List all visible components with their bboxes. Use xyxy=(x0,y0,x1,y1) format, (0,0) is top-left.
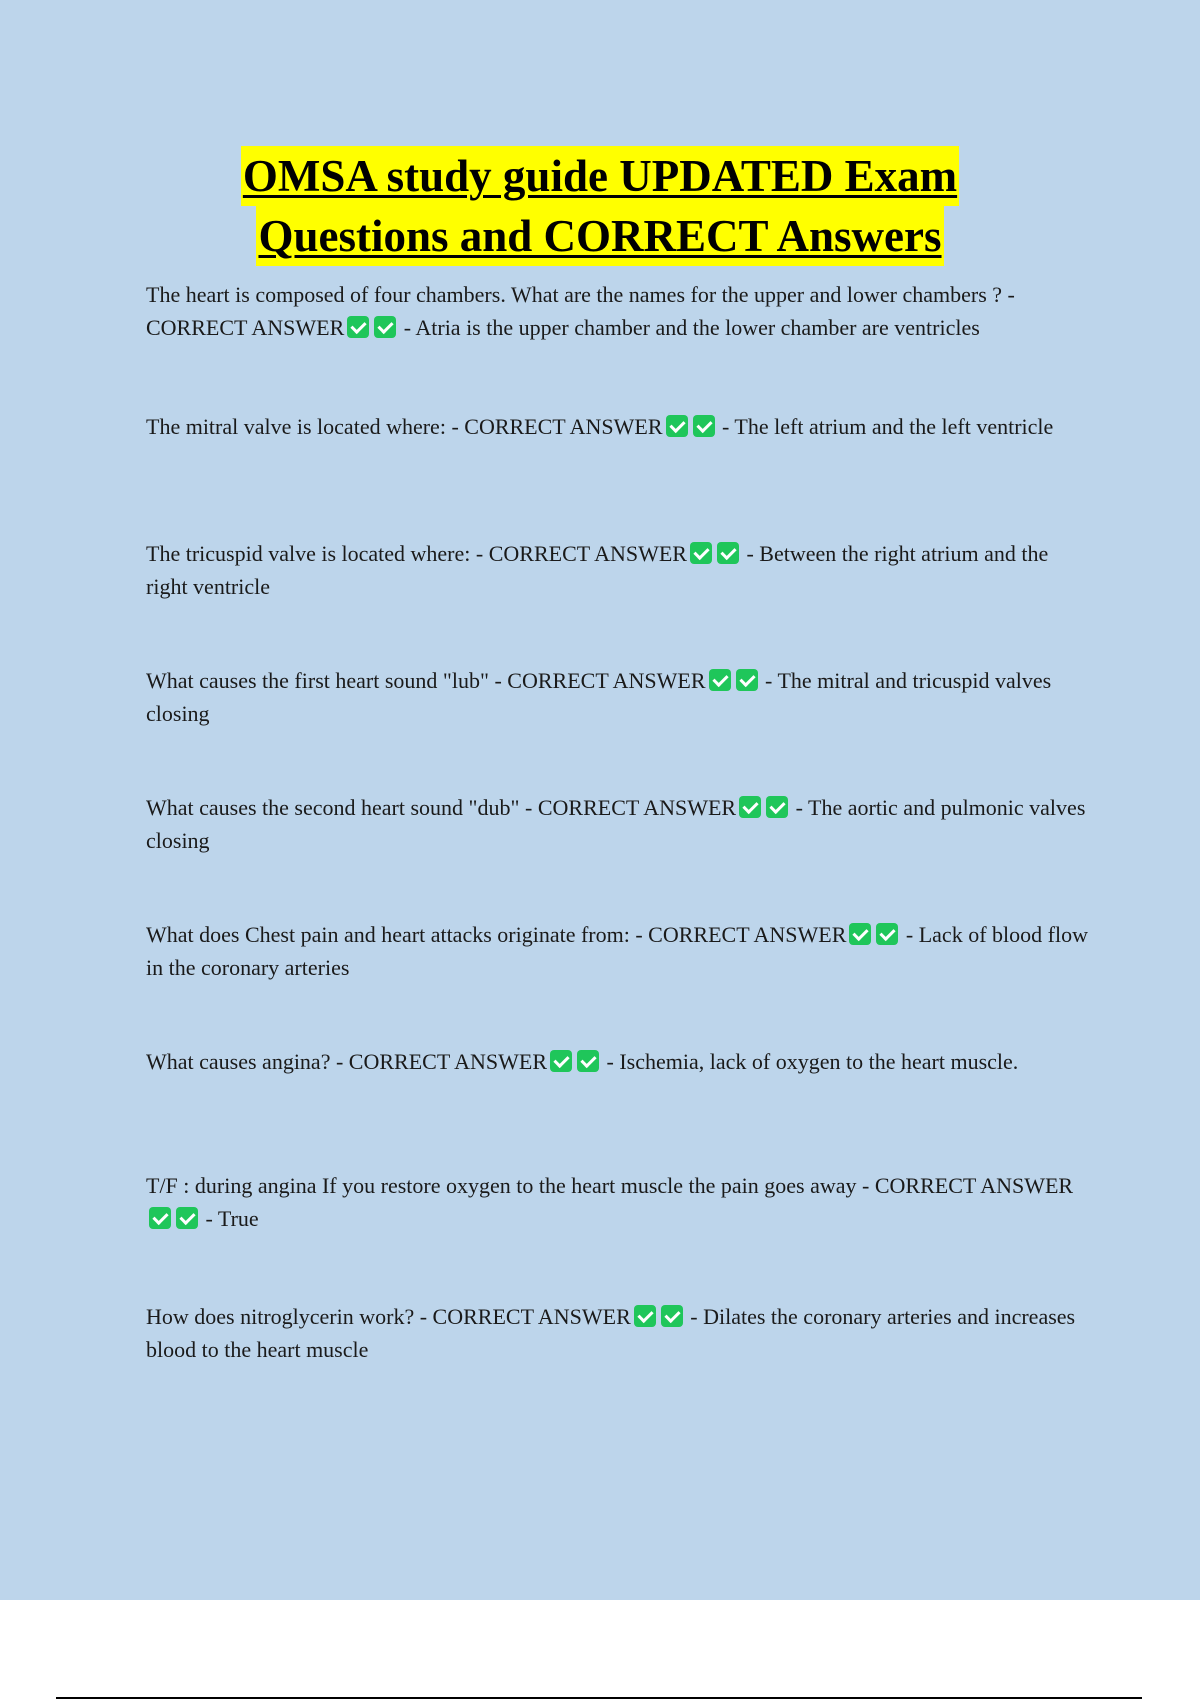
check-mark-icon xyxy=(876,923,898,945)
check-mark-icon xyxy=(176,1207,198,1229)
check-mark-icon xyxy=(634,1305,656,1327)
answer-text: - The mitral and tricuspid valves closing xyxy=(146,668,1052,726)
qa-item-5 xyxy=(146,791,1091,857)
check-mark-icon xyxy=(766,796,788,818)
check-mark-icon xyxy=(739,796,761,818)
answer-marker: - CORRECT ANSWER xyxy=(525,795,737,820)
footer-divider xyxy=(56,1697,1142,1699)
question-text: What does Chest pain and heart attacks originate from: xyxy=(146,922,630,947)
check-mark-icon xyxy=(347,316,369,338)
answer-marker: - CORRECT ANSWER xyxy=(451,414,663,439)
check-mark-icon xyxy=(149,1207,171,1229)
title-line-1: OMSA study guide UPDATED Exam xyxy=(241,146,959,206)
answer-text: - Atria is the upper chamber and the lower chamber are ventricles xyxy=(403,315,980,340)
check-mark-icon xyxy=(709,669,731,691)
answer-text: - Dilates the coronary arteries and increases blood to the heart muscle xyxy=(146,1304,1076,1362)
question-text: What causes the first heart sound "lub" xyxy=(146,668,489,693)
answer-marker: - CORRECT ANSWER xyxy=(419,1304,631,1329)
qa-item-8 xyxy=(146,1169,1091,1235)
answer-text: - Lack of blood flow in the coronary arteries xyxy=(146,922,1088,980)
check-mark-icon xyxy=(550,1050,572,1072)
check-mark-icon xyxy=(577,1050,599,1072)
qa-item-1 xyxy=(146,278,1091,344)
question-text: The tricuspid valve is located where: xyxy=(146,541,471,566)
answer-text: - Ischemia, lack of oxygen to the heart muscle. xyxy=(606,1049,1019,1074)
question-text: What causes the second heart sound "dub" xyxy=(146,795,520,820)
check-mark-icon xyxy=(661,1305,683,1327)
answer-marker: - CORRECT ANSWER xyxy=(335,1049,548,1074)
check-mark-icon xyxy=(690,542,712,564)
answer-marker: - CORRECT ANSWER xyxy=(862,1173,1074,1198)
answer-text: - True xyxy=(205,1206,259,1231)
answer-marker: - CORRECT ANSWER xyxy=(494,668,706,693)
check-mark-icon xyxy=(693,415,715,437)
answer-marker: - CORRECT ANSWER xyxy=(475,541,687,566)
question-text: T/F : during angina If you restore oxygen to the heart muscle the pain goes away xyxy=(146,1173,857,1198)
question-text: How does nitroglycerin work? xyxy=(146,1304,415,1329)
page-title xyxy=(0,146,1200,266)
answer-marker: - CORRECT ANSWER xyxy=(146,282,1015,340)
qa-item-7 xyxy=(146,1045,1091,1078)
qa-item-2 xyxy=(146,410,1091,443)
question-text: What causes angina? xyxy=(146,1049,331,1074)
qa-item-9 xyxy=(146,1300,1091,1366)
answer-text: - The left atrium and the left ventricle xyxy=(722,414,1054,439)
question-text: The mitral valve is located where: xyxy=(146,414,446,439)
qa-item-3 xyxy=(146,537,1091,603)
qa-item-6 xyxy=(146,918,1091,984)
answer-text: - Between the right atrium and the right ventricle xyxy=(146,541,1049,599)
answer-text: - The aortic and pulmonic valves closing xyxy=(146,795,1086,853)
answer-marker: - CORRECT ANSWER xyxy=(635,922,847,947)
check-mark-icon xyxy=(736,669,758,691)
check-mark-icon xyxy=(666,415,688,437)
qa-item-4 xyxy=(146,664,1091,730)
question-text: The heart is composed of four chambers. What are the names for the upper and lower chambers ? xyxy=(146,282,1003,307)
title-line-2: Questions and CORRECT Answers xyxy=(256,206,943,266)
check-mark-icon xyxy=(717,542,739,564)
check-mark-icon xyxy=(849,923,871,945)
check-mark-icon xyxy=(374,316,396,338)
